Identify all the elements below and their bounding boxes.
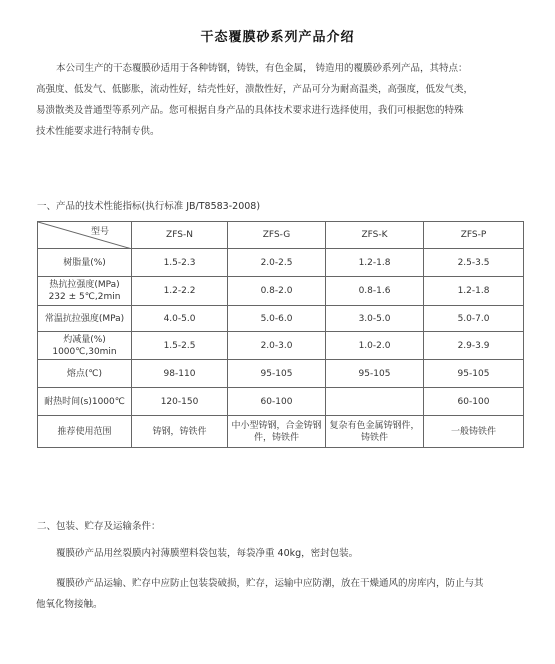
table-row: [38, 332, 524, 360]
table-cell: 复杂有色金属铸钢件，铸铁件: [326, 416, 424, 448]
table-header-row: [38, 222, 524, 249]
storage-line: 他氧化物接触。: [36, 599, 103, 610]
column-header: ZFS-G: [228, 222, 326, 249]
diagonal-line: [38, 222, 132, 249]
header-corner-cell: [38, 222, 132, 249]
column-header: ZFS-P: [424, 222, 524, 249]
section-heading-packaging: 二、包装、贮存及运输条件：: [37, 521, 161, 532]
packaging-line: 覆膜砂产品用丝裂膜内衬薄膜塑料袋包装，每袋净重 40kg，密封包装。: [56, 548, 359, 559]
intro-line: 本公司生产的干态覆膜砂适用于各种铸钢，铸铁，有色金属， 铸造用的覆膜砂系列产品，其特点：: [56, 63, 468, 74]
table-row: [38, 388, 524, 416]
table-cell: 1.2-2.2: [132, 277, 228, 306]
table-cell: 5.0-7.0: [424, 306, 524, 332]
table-cell: 4.0-5.0: [132, 306, 228, 332]
specs-table: [37, 221, 524, 448]
table-cell: 95-105: [424, 360, 524, 388]
table-cell: 98-110: [132, 360, 228, 388]
table-cell: 60-100: [228, 388, 326, 416]
specs-table-wrap: [37, 221, 523, 450]
column-header: ZFS-K: [326, 222, 424, 249]
table-cell: 1.0-2.0: [326, 332, 424, 360]
packaging-paragraph: [36, 543, 526, 564]
table-cell: 铸钢，铸铁件: [132, 416, 228, 448]
intro-line: 技术性能要求进行特制专供。: [36, 126, 160, 137]
table-cell: 1.5-2.5: [132, 332, 228, 360]
row-label: 熔点(℃): [38, 360, 132, 388]
row-label-line: 灼减量(%): [63, 334, 106, 345]
table-cell: 一般铸铁件: [424, 416, 524, 448]
table-cell: 3.0-5.0: [326, 306, 424, 332]
table-row: [38, 277, 524, 306]
table-cell: 2.9-3.9: [424, 332, 524, 360]
storage-line: 覆膜砂产品运输、贮存中应防止包装袋破损，贮存，运输中应防潮，放在干燥通风的房库内，防止与其: [56, 578, 484, 589]
table-cell: 120-150: [132, 388, 228, 416]
table-cell: 1.2-1.8: [326, 249, 424, 277]
row-label: 耐热时间(s)1000℃: [38, 388, 132, 416]
table-cell: 60-100: [424, 388, 524, 416]
table-row: [38, 416, 524, 448]
table-cell: 中小型铸钢，合金铸钢件，铸铁件: [228, 416, 326, 448]
row-label: 树脂量(%): [38, 249, 132, 277]
page-title: 干态覆膜砂系列产品介绍: [200, 30, 355, 45]
table-cell: 2.5-3.5: [424, 249, 524, 277]
column-header: ZFS-N: [132, 222, 228, 249]
table-cell: 1.2-1.8: [424, 277, 524, 306]
intro-line: 易溃散类及普通型等系列产品。您可根据自身产品的具体技术要求进行选择使用，我们可根据您的特殊: [36, 105, 464, 116]
row-label-line: 232 ± 5℃,2min: [48, 292, 121, 302]
table-cell: 2.0-3.0: [228, 332, 326, 360]
row-label: [38, 277, 132, 306]
section-heading-specs: 一、产品的技术性能指标(执行标准 JB/T8583-2008): [37, 201, 261, 212]
table-cell: 95-105: [228, 360, 326, 388]
table-cell: 0.8-2.0: [228, 277, 326, 306]
intro-line: 高强度、低发气、低膨胀，流动性好，结壳性好，溃散性好，产品可分为耐高温类，高强度，低发气类，: [36, 84, 474, 95]
storage-paragraph: [36, 573, 526, 615]
table-row: [38, 306, 524, 332]
row-label: 推荐使用范围: [38, 416, 132, 448]
table-cell: 0.8-1.6: [326, 277, 424, 306]
table-row: [38, 360, 524, 388]
table-cell: 5.0-6.0: [228, 306, 326, 332]
row-label-line: 1000℃,30min: [52, 346, 117, 357]
row-label-line: 热抗拉强度(MPa): [49, 280, 120, 290]
header-model-label: 型号: [90, 227, 109, 237]
row-label: [38, 332, 132, 360]
table-cell: [326, 388, 424, 416]
intro-paragraph: [36, 58, 524, 142]
table-cell: 95-105: [326, 360, 424, 388]
row-label: 常温抗拉强度(MPa): [38, 306, 132, 332]
table-cell: 2.0-2.5: [228, 249, 326, 277]
table-cell: 1.5-2.3: [132, 249, 228, 277]
table-row: [38, 249, 524, 277]
